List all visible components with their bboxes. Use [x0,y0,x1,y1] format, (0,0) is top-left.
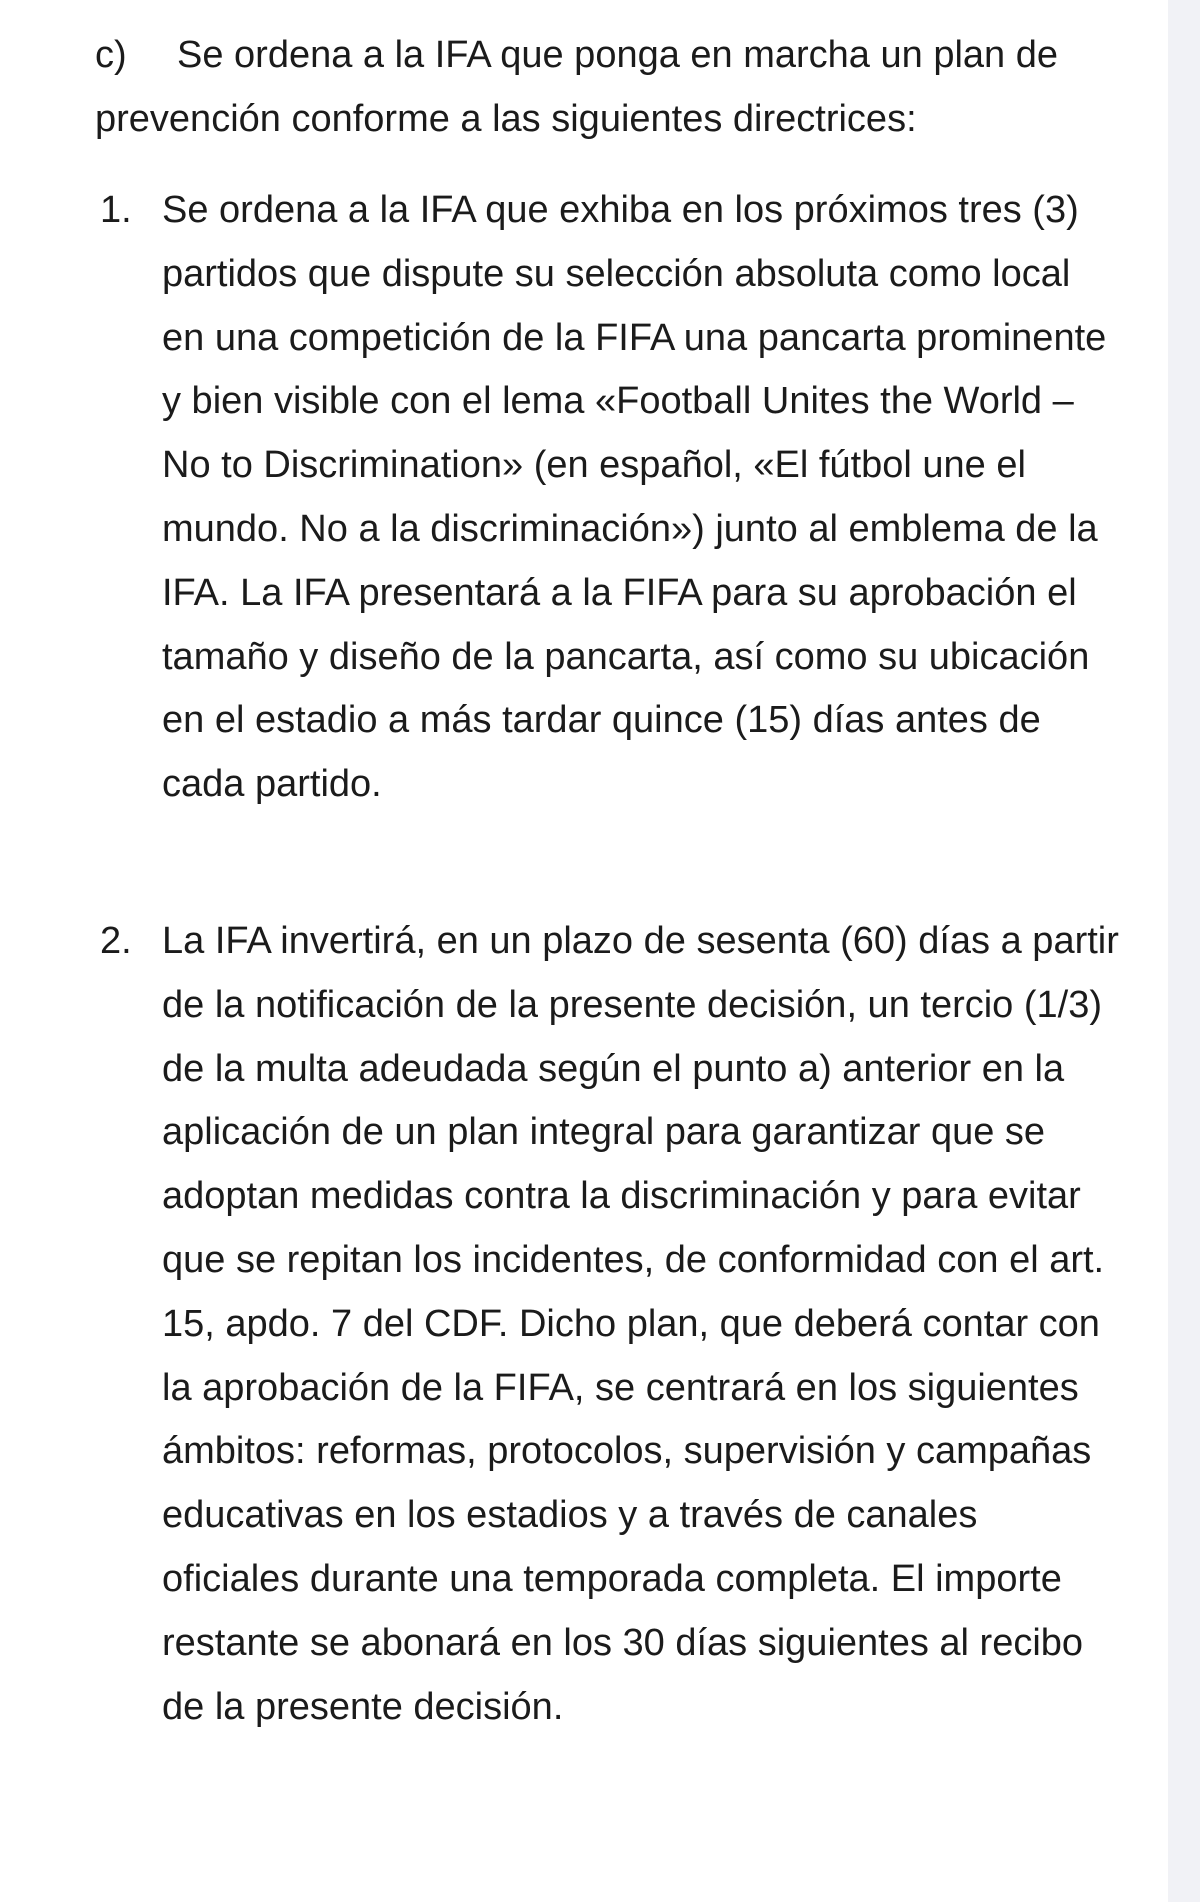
directive-number: 1. [100,189,132,231]
section-c-label: c) [95,34,127,76]
directive-item-2 [100,910,1140,1739]
directive-text: Se ordena a la IFA que exhiba en los próximos tres (3) partidos que dispute su selección absoluta como local en una competición de la FIFA una pancarta prominente y bien visible con el lema «Football Unites the World – No to Discrimination» (en español, «El fútbol une el mundo. No a la discriminación») junto al emblema de la IFA. La IFA presentará a la FIFA para su aprobación el tamaño y diseño de la pancarta, así como su ubicación en el estadio a más tardar quince (15) días antes de cada partido. [162,189,1107,806]
directive-item-1 [100,179,1140,817]
section-c-text: Se ordena a la IFA que ponga en marcha un plan de prevención conforme a las siguientes directrices: [95,34,1058,140]
section-c-paragraph [95,24,1125,151]
directive-number: 2. [100,920,132,962]
directive-text: La IFA invertirá, en un plazo de sesenta (60) días a partir de la notificación de la presente decisión, un tercio (1/3) de la multa adeudada según el punto a) anterior en la aplicación de un plan integral para garantizar que se adoptan medidas contra la discriminación y para evitar que se repitan los incidentes, de conformidad con el art. 15, apdo. 7 del CDF. Dicho plan, que deberá contar con la aprobación de la FIFA, se centrará en los siguientes ámbitos: reformas, protocolos, supervisión y campañas educativas en los estadios y a través de canales oficiales durante una temporada completa. El importe restante se abonará en los 30 días siguientes al recibo de la presente decisión. [162,920,1119,1728]
